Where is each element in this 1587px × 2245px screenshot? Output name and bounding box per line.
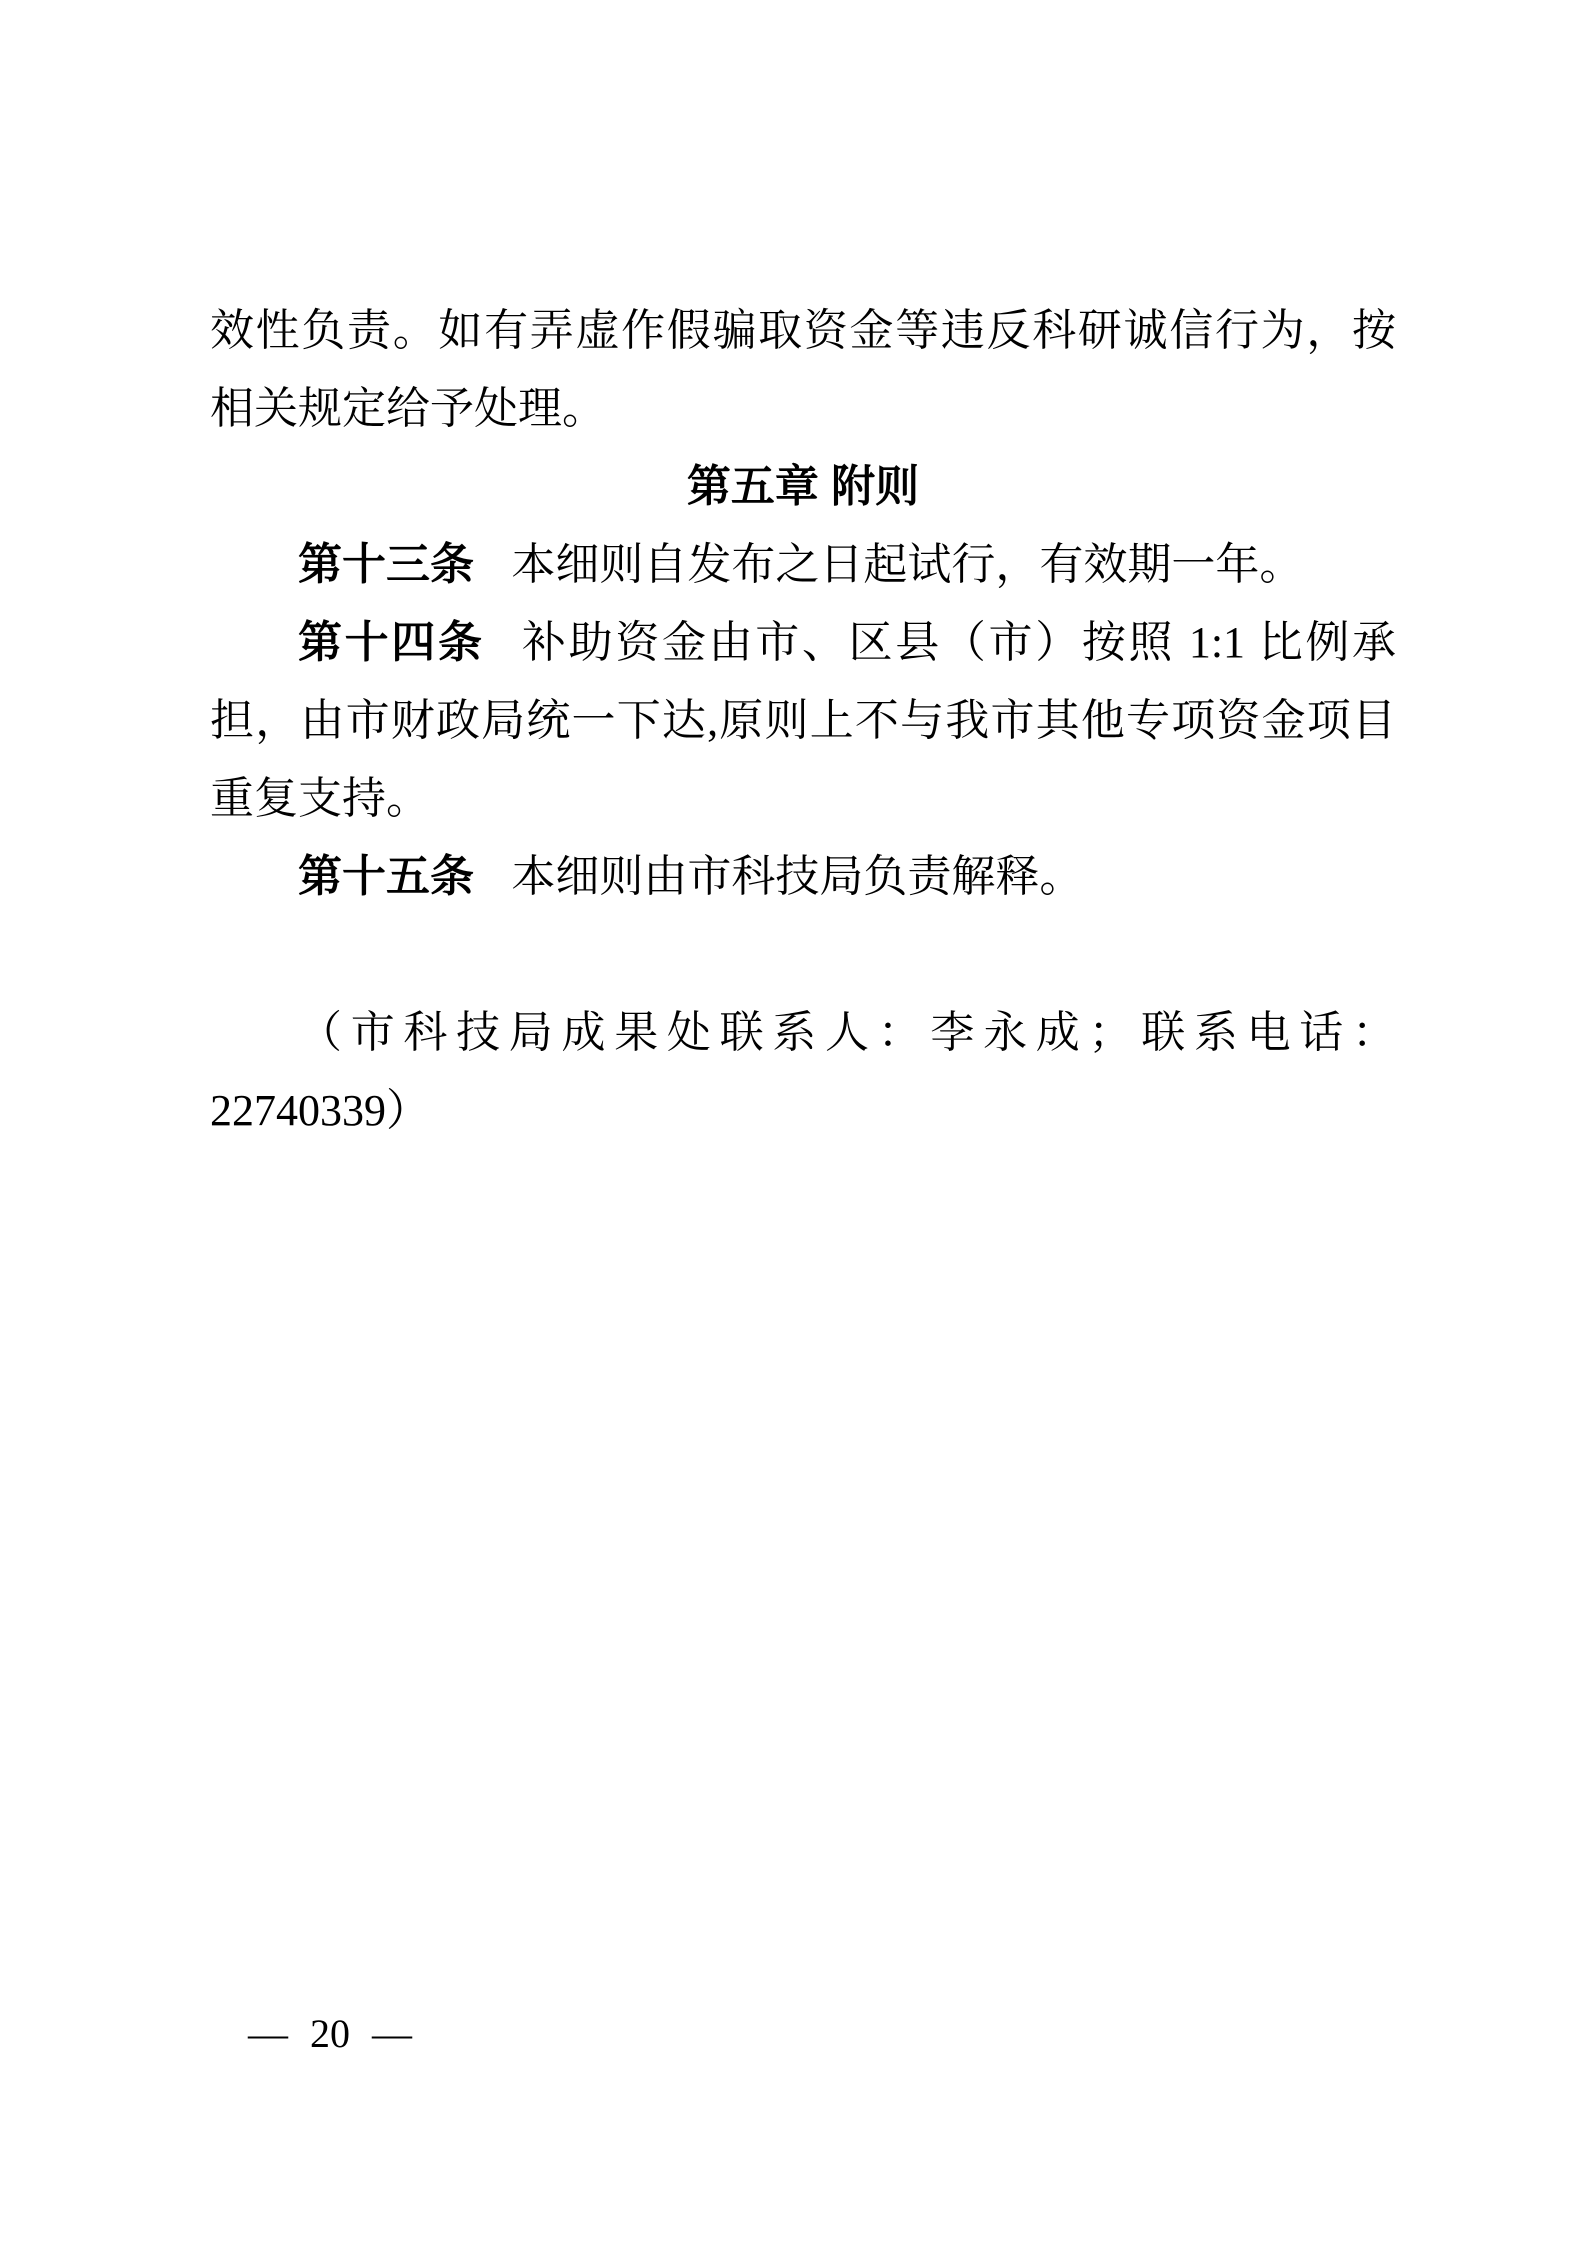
page-number: — 20 —	[248, 2011, 412, 2056]
article-15	[210, 838, 1396, 916]
article-13-label: 第十三条	[298, 540, 474, 589]
article-14	[210, 604, 1396, 838]
article-13-text: 本细则自发布之日起试行，有效期一年。	[511, 540, 1304, 589]
paragraph-continuation: 效性负责。如有弄虚作假骗取资金等违反科研诚信行为，按相关规定给予处理。	[210, 306, 1396, 433]
article-14-label: 第十四条	[298, 618, 485, 667]
chapter-heading: 第五章 附则	[686, 462, 920, 511]
contact-note: （市科技局成果处联系人：李永成；联系电话：22740339）	[210, 1008, 1396, 1135]
article-15-text: 本细则由市科技局负责解释。	[511, 852, 1084, 901]
article-14-text: 补助资金由市、区县（市）按照 1:1 比例承担，由市财政局统一下达,原则上不与我市其他专项资金项目重复支持。	[210, 618, 1396, 823]
document-body	[210, 292, 1396, 1150]
article-15-label: 第十五条	[298, 852, 474, 901]
article-13	[210, 526, 1396, 604]
